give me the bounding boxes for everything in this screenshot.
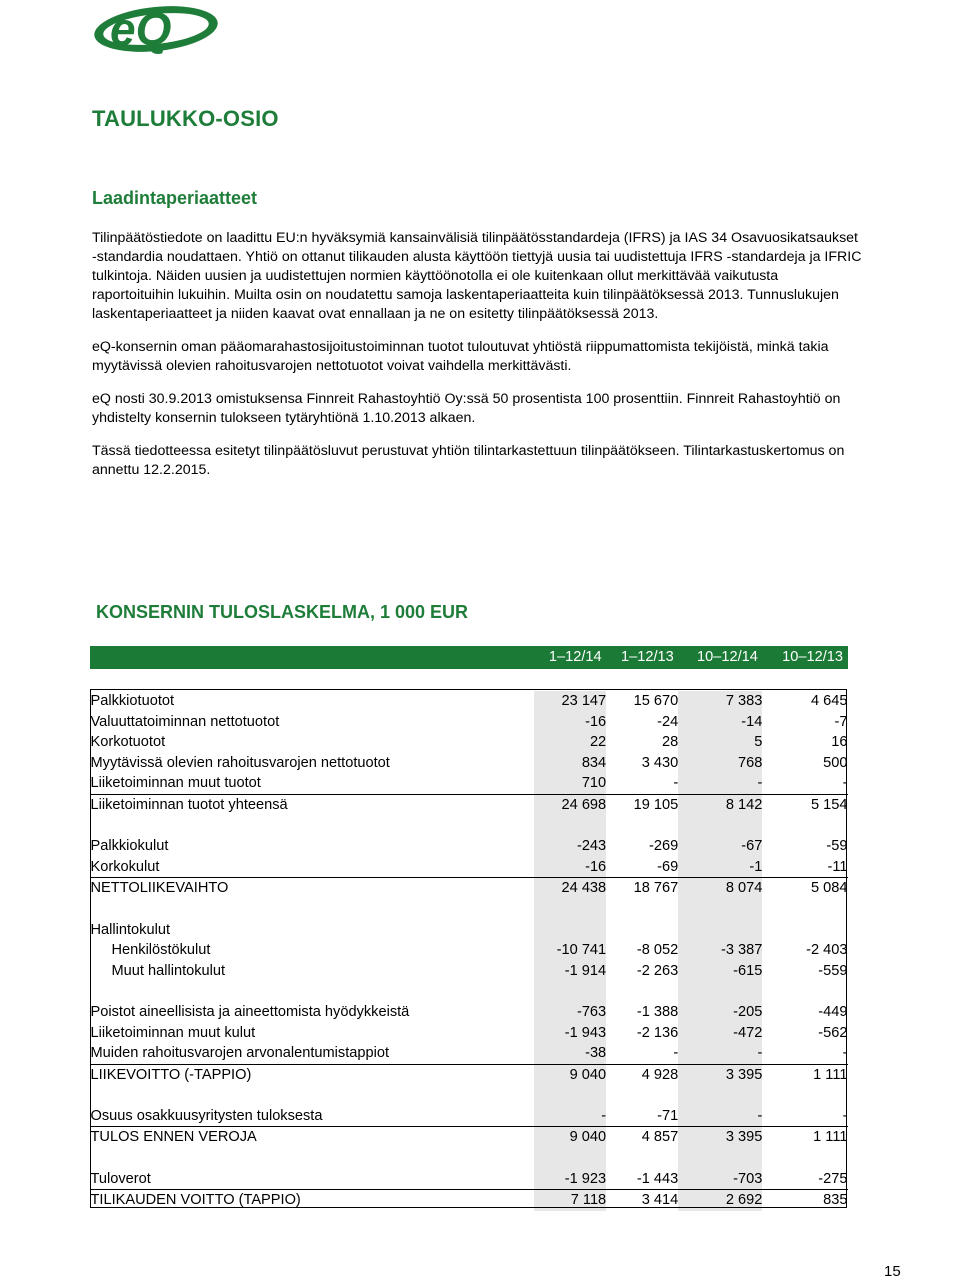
value-cell: -763 xyxy=(534,1002,606,1023)
value-cell: 4 857 xyxy=(606,1127,678,1148)
row-label: Tuloverot xyxy=(90,1170,151,1187)
table-row xyxy=(91,940,848,961)
table-title: KONSERNIN TULOSLASKELMA, 1 000 EUR xyxy=(96,602,469,622)
value-cell: -69 xyxy=(657,858,679,875)
value-cell: - xyxy=(534,1106,606,1127)
value-cell: -2 136 xyxy=(636,1024,679,1041)
table-row xyxy=(91,836,848,857)
value-cell: 5 xyxy=(678,732,762,753)
value-cell: - xyxy=(678,1106,762,1127)
value-cell: -59 xyxy=(826,838,848,855)
section-heading: Laadintaperiaatteet xyxy=(92,188,258,208)
spacer-cell xyxy=(91,1085,535,1106)
paragraph: Tässä tiedotteessa esitetyt tilinpäätösluvut perustuvat yhtiön tilintarkastettuun tilinpäätökseen. Tilintarkastuskertomus on annettu 12.2.2015. xyxy=(92,443,845,478)
spacer-cell xyxy=(678,899,762,920)
value-cell: 710 xyxy=(534,773,606,794)
value-cell: -16 xyxy=(534,857,606,878)
spacer-cell xyxy=(91,899,535,920)
value-cell: -243 xyxy=(534,836,606,857)
value-cell: 4 645 xyxy=(810,693,848,709)
spacer-cell xyxy=(606,899,678,920)
table-row xyxy=(91,920,848,941)
value-cell xyxy=(606,920,678,941)
value-cell: - xyxy=(678,773,762,794)
value-cell: 7 383 xyxy=(678,691,762,712)
value-cell: 28 xyxy=(662,734,679,751)
value-cell: -3 387 xyxy=(678,940,762,961)
value-cell: - xyxy=(842,1107,848,1124)
column-header: 1–12/14 xyxy=(534,647,606,669)
value-cell: 19 105 xyxy=(606,794,678,815)
value-cell xyxy=(678,920,762,941)
header-blank xyxy=(91,647,535,669)
value-cell xyxy=(534,920,606,941)
column-header: 1–12/13 xyxy=(606,647,678,669)
value-cell: -1 914 xyxy=(534,961,606,982)
row-label: Henkilöstökulut xyxy=(111,942,211,959)
table-row xyxy=(91,1043,848,1064)
table-row xyxy=(91,753,848,774)
value-cell: 3 430 xyxy=(641,754,679,771)
row-label: Muut hallintokulut xyxy=(111,962,226,979)
value-cell: - xyxy=(842,1045,848,1062)
value-cell: -1 923 xyxy=(534,1169,606,1190)
column-header: 10–12/13 xyxy=(762,647,847,669)
value-cell: -1 xyxy=(678,857,762,878)
value-cell: 9 040 xyxy=(534,1064,606,1085)
value-cell: -71 xyxy=(657,1107,679,1124)
value-cell: - xyxy=(673,1045,679,1062)
spacer-cell xyxy=(534,899,606,920)
table-row xyxy=(91,1106,848,1127)
income-statement-table xyxy=(90,646,848,1211)
table-row xyxy=(91,878,848,899)
table-row xyxy=(91,1023,848,1044)
row-label: Korkokulut xyxy=(90,858,160,875)
value-cell: -703 xyxy=(678,1169,762,1190)
value-cell: -16 xyxy=(534,712,606,733)
value-cell: 23 147 xyxy=(534,691,606,712)
value-cell: -449 xyxy=(818,1003,848,1020)
value-cell: -10 741 xyxy=(534,940,606,961)
value-cell: 24 438 xyxy=(534,878,606,899)
row-label: Osuus osakkuusyritysten tuloksesta xyxy=(90,1107,323,1124)
value-cell: -2 263 xyxy=(636,962,679,979)
value-cell: 22 xyxy=(534,732,606,753)
value-cell: 5 154 xyxy=(762,794,847,815)
row-label: TULOS ENNEN VEROJA xyxy=(91,1127,535,1148)
table-row xyxy=(91,732,848,753)
spacer-row xyxy=(91,981,848,1002)
spacer-cell xyxy=(762,1085,847,1106)
value-cell: 500 xyxy=(823,754,848,771)
eq-logo xyxy=(88,2,220,54)
value-cell: 7 118 xyxy=(534,1190,606,1211)
spacer-cell xyxy=(678,1085,762,1106)
value-cell: 3 395 xyxy=(678,1127,762,1148)
spacer-cell xyxy=(534,981,606,1002)
value-cell: -1 443 xyxy=(636,1170,679,1187)
spacer-row xyxy=(91,899,848,920)
spacer-cell xyxy=(606,816,678,837)
spacer-cell xyxy=(91,816,535,837)
table-row xyxy=(91,773,848,794)
value-cell: -24 xyxy=(657,713,679,730)
row-label: Hallintokulut xyxy=(90,921,170,938)
table-row xyxy=(91,857,848,878)
value-cell: -562 xyxy=(818,1024,848,1041)
row-label: Poistot aineellisista ja aineettomista hyödykkeistä xyxy=(90,1003,410,1020)
value-cell: 9 040 xyxy=(534,1127,606,1148)
row-label: Palkkiokulut xyxy=(90,838,169,855)
row-label: LIIKEVOITTO (-TAPPIO) xyxy=(91,1064,535,1085)
value-cell: 2 692 xyxy=(678,1190,762,1211)
row-label: Myytävissä olevien rahoitusvarojen nettotuotot xyxy=(90,754,390,771)
spacer-row xyxy=(91,1148,848,1169)
spacer-cell xyxy=(606,981,678,1002)
table-row xyxy=(91,961,848,982)
paragraph: eQ-konsernin oman pääomarahastosijoitustoiminnan tuotot tuloutuvat yhtiöstä riippumattomista tekijöistä, minkä takia myytävissä olevien rahoitusvarojen nettotuotot voivat vaihdella merkittävästi. xyxy=(92,339,829,374)
value-cell: 3 395 xyxy=(678,1064,762,1085)
row-label: Liiketoiminnan tuotot yhteensä xyxy=(91,794,535,815)
value-cell: 8 142 xyxy=(678,794,762,815)
value-cell: -14 xyxy=(678,712,762,733)
page-number: 15 xyxy=(884,1263,901,1280)
value-cell: -472 xyxy=(678,1023,762,1044)
value-cell: 4 928 xyxy=(606,1064,678,1085)
spacer-cell xyxy=(91,1148,535,1169)
value-cell: - xyxy=(842,775,848,792)
value-cell: - xyxy=(678,1043,762,1064)
value-cell: -11 xyxy=(827,858,848,875)
table-row xyxy=(91,1190,848,1211)
value-cell: 768 xyxy=(678,753,762,774)
spacer-cell xyxy=(534,1148,606,1169)
spacer-cell xyxy=(762,899,847,920)
row-label: Valuuttatoiminnan nettotuotot xyxy=(90,713,280,730)
value-cell: -1 943 xyxy=(534,1023,606,1044)
value-cell: -2 403 xyxy=(806,942,848,959)
value-cell: 24 698 xyxy=(534,794,606,815)
body-text xyxy=(92,229,862,494)
table-body xyxy=(91,691,848,1211)
value-cell: -205 xyxy=(678,1002,762,1023)
table-row xyxy=(91,1169,848,1190)
table-row xyxy=(91,1127,848,1148)
spacer-cell xyxy=(762,1148,847,1169)
value-cell: 3 414 xyxy=(606,1190,678,1211)
value-cell: - xyxy=(673,775,679,792)
spacer-cell xyxy=(534,1085,606,1106)
value-cell: -38 xyxy=(534,1043,606,1064)
value-cell: -1 388 xyxy=(636,1003,679,1020)
table-row xyxy=(91,794,848,815)
spacer-cell xyxy=(606,1085,678,1106)
value-cell: 834 xyxy=(534,753,606,774)
value-cell: 16 xyxy=(831,734,848,751)
value-cell: 8 074 xyxy=(678,878,762,899)
spacer-cell xyxy=(678,981,762,1002)
value-cell xyxy=(762,920,847,941)
value-cell: -269 xyxy=(649,838,679,855)
svg-text:eQ: eQ xyxy=(110,3,172,54)
spacer-cell xyxy=(534,816,606,837)
paragraph: Tilinpäätöstiedote on laadittu EU:n hyväksymiä kansainvälisiä tilinpäätösstandardeja (IFRS) ja IAS 34 Osavuosikatsaukset -standardia noudattaen. Yhtiö on ottanut tilikauden alusta käyttöön tiettyjä uusia tai uudistettuja IFRS -standardeja ja IFRIC tulkintoja. Näiden uusien ja uudistettujen normien käyttöönotolla ei ole kuitenkaan ollut merkittävää vaikutusta raportoituihin lukuihin. Muilta osin on noudatettu samoja laskentaperiaatteita kuin tilinpäätöksessä 2013. Tunnuslukujen laskentaperiaatteet ja niiden kaavat ovat ennallaan ja ne on esitetty tilinpäätöksessä 2013. xyxy=(92,230,862,322)
table-row xyxy=(91,712,848,733)
page-title: TAULUKKO-OSIO xyxy=(92,106,279,131)
row-label: Korkotuotot xyxy=(90,734,166,751)
spacer-cell xyxy=(91,981,535,1002)
value-cell: -275 xyxy=(818,1170,848,1187)
row-label: NETTOLIIKEVAIHTO xyxy=(91,878,535,899)
table-header-row xyxy=(91,647,848,669)
table-row xyxy=(91,1064,848,1085)
spacer-cell xyxy=(762,816,847,837)
value-cell: 1 111 xyxy=(762,1064,847,1085)
value-cell: -559 xyxy=(818,962,848,979)
table-row xyxy=(91,691,848,712)
row-label: Muiden rahoitusvarojen arvonalentumistappiot xyxy=(90,1045,390,1062)
table-row xyxy=(91,1002,848,1023)
row-label: Palkkiotuotot xyxy=(90,693,175,709)
spacer-row xyxy=(91,1085,848,1106)
value-cell: -67 xyxy=(678,836,762,857)
spacer-cell xyxy=(762,981,847,1002)
value-cell: 835 xyxy=(762,1190,847,1211)
value-cell: 15 670 xyxy=(633,693,679,709)
row-label: Liiketoiminnan muut kulut xyxy=(90,1024,256,1041)
value-cell: -615 xyxy=(678,961,762,982)
value-cell: 1 111 xyxy=(762,1127,847,1148)
paragraph: eQ nosti 30.9.2013 omistuksensa Finnreit Rahastoyhtiö Oy:ssä 50 prosentista 100 prosenttiin. Finnreit Rahastoyhtiö on yhdistelty konsernin tulokseen tytäryhtiönä 1.10.2013 alkaen. xyxy=(92,391,841,426)
row-label: Liiketoiminnan muut tuotot xyxy=(90,775,261,792)
spacer-cell xyxy=(678,816,762,837)
spacer-row xyxy=(91,816,848,837)
value-cell: 18 767 xyxy=(606,878,678,899)
value-cell: -7 xyxy=(834,713,848,730)
row-label: TILIKAUDEN VOITTO (TAPPIO) xyxy=(91,1190,535,1211)
value-cell: -8 052 xyxy=(636,942,679,959)
spacer-cell xyxy=(678,1148,762,1169)
column-header: 10–12/14 xyxy=(678,647,762,669)
value-cell: 5 084 xyxy=(762,878,847,899)
spacer-cell xyxy=(606,1148,678,1169)
